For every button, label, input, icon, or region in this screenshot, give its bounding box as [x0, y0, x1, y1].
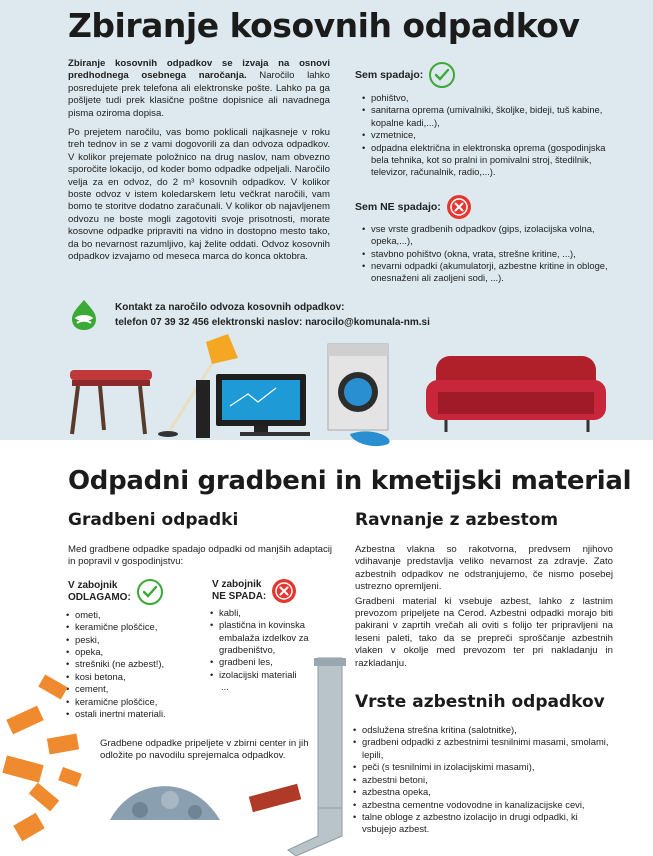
no-more: ...: [221, 681, 229, 693]
company-logo: [66, 298, 102, 332]
monitor-image: [196, 374, 310, 438]
intro-bold: Zbiranje kosovnih odpadkov se izvaja na osnovi predhodnega osebnega naročanja.: [68, 58, 330, 82]
asbestos-heading: Ravnanje z azbestom: [355, 510, 559, 530]
washing-machine-image: [328, 344, 390, 446]
belongs-column: [355, 62, 610, 285]
plank-image: [249, 784, 301, 812]
list-item: • opeka,: [68, 646, 204, 658]
check-icon: [137, 579, 163, 605]
section2-title: Odpadni gradbeni in kmetijski material: [68, 466, 632, 496]
list-item: • keramične ploščice,: [68, 621, 204, 633]
construction-outro: Gradbene odpadke pripeljete v zbirni center in jih odložite po navodilu sprejemalca odpadkov.: [100, 738, 309, 762]
not-belongs-list: [355, 223, 610, 285]
contact-line2: telefon 07 39 32 456 elektronski naslov: narocilo@komunala-nm.si: [115, 317, 430, 328]
check-icon: [429, 62, 455, 88]
cross-icon: [272, 579, 296, 603]
asbestos-p1: Azbestna vlakna so rakotvorna, predvsem njihovo vdihavanje predstavlja veliko nevarnost za zdravje. Zato azbestnih odpadkov ne odstranjujemo, če nismo posebej ustrezno opremljeni.: [355, 544, 613, 593]
intro-rest: Naročilo lahko posredujete prek telefona ali elektronske pošte. Lahko pa ga pošljete tudi prek klasične poštne dopisnice ali navadnega pisma oziroma dopisa.: [68, 70, 331, 119]
page-title: Zbiranje kosovnih odpadkov: [68, 6, 580, 45]
asbestos-column: [355, 510, 613, 836]
list-item: • stavbno pohištvo (okna, vrata, strešne kritine, ...),: [364, 248, 610, 260]
list-item: • kabli,: [212, 607, 336, 619]
list-item: • ostali inertni materiali.: [68, 708, 204, 720]
list-item: • peči (s tesnilnimi in izolacijskimi masami),: [355, 761, 613, 773]
list-item: • odslužena strešna kritina (salotnitke),: [355, 724, 613, 736]
not-belongs-heading-row: [355, 195, 610, 219]
yes-heading: [68, 580, 131, 604]
no-heading-1: V zabojnik: [212, 578, 262, 590]
belongs-heading: Sem spadajo:: [355, 69, 424, 81]
no-heading-row: [212, 579, 336, 603]
sofa-image: [426, 356, 606, 432]
intro-column: [68, 58, 330, 271]
list-item: • vzmetnice,: [364, 129, 610, 141]
list-item: • vse vrste gradbenih odpadkov (gips, izolacijska volna, opeka,...),: [364, 223, 610, 248]
belongs-list: [355, 92, 610, 179]
construction-intro: Med gradbene odpadke spadajo odpadki od manjših adaptacij in popravil v gospodinjstvu:: [68, 544, 333, 568]
list-item: • azbestni betoni,: [355, 774, 613, 786]
list-item: • plastična in kovinska embalaža izdelkov za gradbeništvo,: [212, 619, 336, 656]
furniture-illustration: [0, 330, 653, 450]
list-item: • nevarni odpadki (akumulatorji, azbestne kritine in obloge, onesnaženi ali zaoljeni sodi, ...).: [364, 260, 610, 285]
intro-paragraph: [68, 58, 330, 120]
yes-heading-2: ODLAGAMO:: [68, 591, 131, 603]
list-item: • keramične ploščice,: [68, 696, 204, 708]
list-item: • pohištvo,: [364, 92, 610, 104]
list-item: • talne obloge z azbestno izolacijo in drugi odpadki, ki vsbujejo azbest.: [355, 811, 613, 836]
no-heading-2: NE SPADA:: [212, 590, 267, 602]
list-item: • peski,: [68, 634, 204, 646]
asbestos-types-list: [355, 724, 613, 836]
not-belongs-heading: Sem NE spadajo:: [355, 200, 441, 213]
list-item: • ometi,: [68, 609, 204, 621]
yes-heading-1: V zabojnik: [68, 579, 118, 591]
brick-pieces: [2, 674, 81, 841]
no-heading: [212, 579, 266, 603]
list-item: • gradbeni les,: [212, 656, 336, 668]
list-item: • sanitarna oprema (umivalniki, školjke, bideji, tuš kabine, kopalne kadi,...),: [364, 104, 610, 129]
asbestos-types-heading: Vrste azbestnih odpadkov: [355, 692, 605, 713]
construction-heading: Gradbeni odpadki: [68, 510, 239, 530]
table-image: [70, 370, 152, 434]
list-item: • azbestna cementne vodovodne in kanalizacijske cevi,: [355, 799, 613, 811]
list-item: • strešniki (ne azbest!),: [68, 658, 204, 670]
list-item: • gradbeni odpadki z azbestnimi tesnilnimi masami, smolami, lepili,: [355, 736, 613, 761]
pipe-image: [288, 658, 346, 856]
contact-line1: Kontakt za naročilo odvoza kosovnih odpadkov:: [115, 302, 345, 313]
list-item: • kosi betona,: [68, 671, 204, 683]
order-paragraph: Po prejetem naročilu, vas bomo poklicali najkasneje v roku treh tednov in se z vami dogovorili za dan odvoza odpadkov. V kolikor prejemate položnico na drug naslov, nam obvezno sporočite lokacijo, od koder bomo odpadke odpeljali. Naročilo velja za en odvoz, do 2 m³ kosovnih odpadkov. V kolikor boste odvoz v istem koledarskem letu večkrat naročili, vam bomo te storitve dodatno zaračunali. V kolikor ob najavljenem odvozu ne boste mogli zagotoviti svoje prisotnosti, morate kosovne odpadke pripraviti na vidno in dostopno mesto tako, da bo nevarnost razumljivo, kaj želite oddati. Odvoz kosovnih odpadkov izvajamo od meseca marca do konca oktobra.: [68, 127, 330, 263]
list-item: • azbestna opeka,: [355, 786, 613, 798]
list-item: • odpadna električna in elektronska oprema (gospodinjska bela tehnika, kot so pralni in pomivalni stroj, štedilnik, televizor, računalnik, radio,...).: [364, 142, 610, 179]
asbestos-p2: Gradbeni material ki vsebuje azbest, lahko z lastnim prevozom pripeljete na Cerod. Azbestni odpadki morajo biti pakirani v zaprtih vrečah ali oviti s folijo ter pripravljeni na lesenі paleti, tako da se prepreči sproščanje azbestnih vlaken v okolje med prevozom ter pri nakladanju in razkladanju.: [355, 595, 613, 669]
contact-block: [115, 300, 653, 330]
belongs-heading-row: [355, 62, 610, 88]
yes-heading-row: [68, 579, 204, 605]
list-item: • izolacijski materiali: [212, 669, 336, 681]
cross-icon: [447, 195, 471, 219]
rubble-pile: [110, 786, 220, 820]
construction-illustration: [0, 640, 360, 856]
list-item: • cement,: [68, 683, 204, 695]
